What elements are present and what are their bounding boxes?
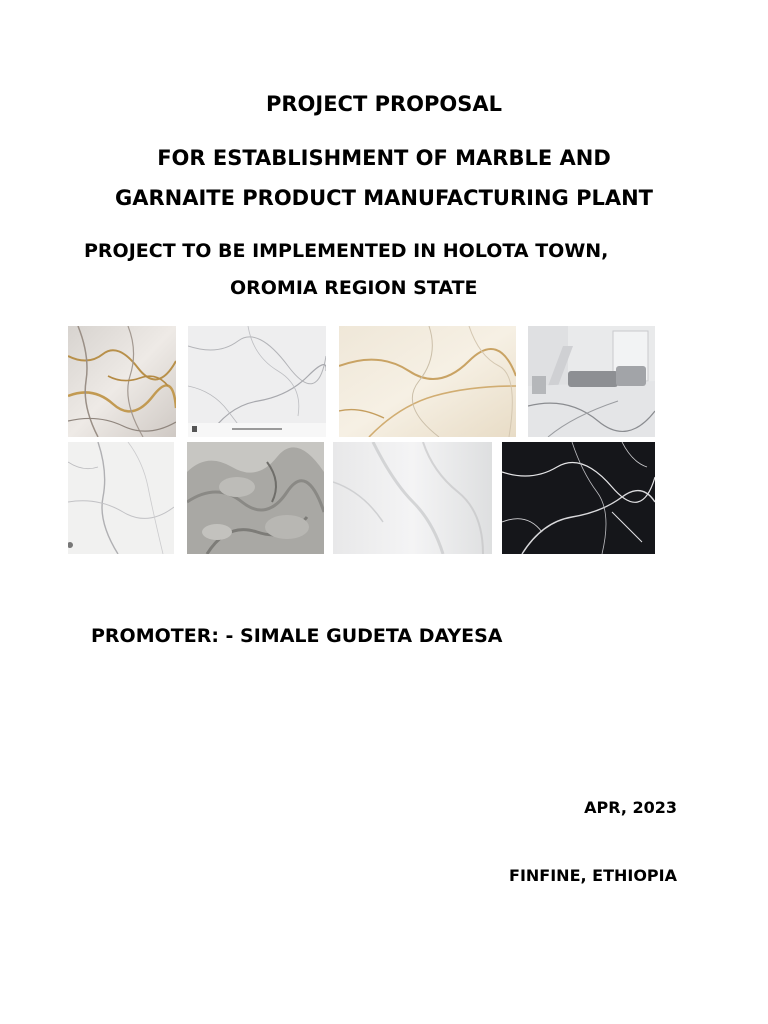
document-place: FINFINE, ETHIOPIA	[509, 866, 677, 885]
location-line-1: PROJECT TO BE IMPLEMENTED IN HOLOTA TOWN,	[84, 240, 609, 262]
rough-grey-stone-image	[187, 442, 324, 554]
white-calacatta-marble-image	[68, 442, 174, 554]
promoter-line: PROMOTER: - SIMALE GUDETA DAYESA	[91, 625, 503, 647]
document-title: PROJECT PROPOSAL	[265, 92, 503, 116]
white-grey-marble-image	[188, 326, 326, 437]
soft-white-marble-image	[333, 442, 492, 554]
subtitle-line-1: FOR ESTABLISHMENT OF MARBLE AND	[157, 146, 611, 170]
cream-gold-marble-image	[339, 326, 516, 437]
location-line-2: OROMIA REGION STATE	[230, 277, 478, 299]
black-marble-image	[502, 442, 655, 554]
marble-floor-room-image	[528, 326, 655, 437]
subtitle-line-2: GARNAITE PRODUCT MANUFACTURING PLANT	[114, 186, 653, 210]
document-date: APR, 2023	[584, 798, 677, 817]
gold-vein-marble-image	[68, 326, 176, 437]
